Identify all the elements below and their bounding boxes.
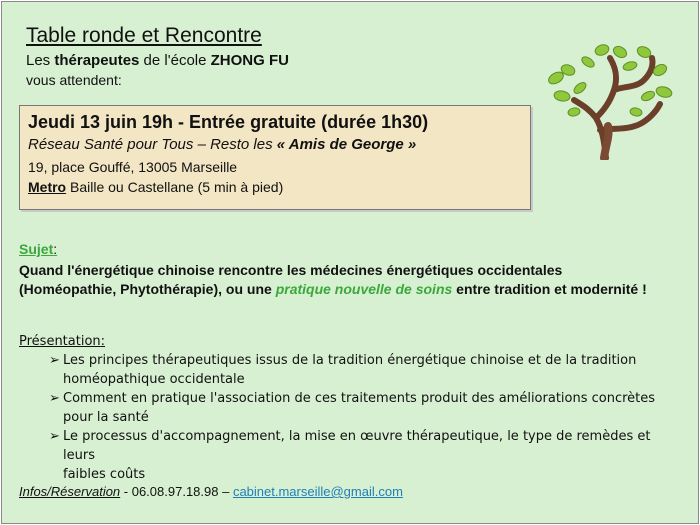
school-name: ZHONG FU bbox=[210, 52, 289, 69]
venue-text: Réseau Santé pour Tous – Resto les bbox=[28, 136, 277, 153]
flyer-slide bbox=[1, 1, 699, 524]
metro-stations: Baille ou Castellane (5 min à pied) bbox=[66, 179, 284, 195]
sujet-text-end: entre tradition et modernité ! bbox=[452, 281, 647, 297]
subtitle-await: vous attendent: bbox=[26, 72, 122, 88]
list-item-line: Le processus d'accompagnement, la mise en œuvre thérapeutique, le type de remèdes et leurs bbox=[63, 429, 651, 463]
sujet-colon: : bbox=[53, 241, 58, 257]
subtitle-text-mid: de l'école bbox=[139, 52, 211, 69]
presentation-label-text: Présentation bbox=[19, 334, 101, 349]
event-date: Jeudi 13 juin 19h - Entrée gratuite (durée 1h30) bbox=[28, 112, 429, 132]
list-item bbox=[49, 389, 669, 427]
venue-name: « Amis de George » bbox=[276, 136, 417, 153]
event-venue bbox=[28, 136, 416, 153]
list-item-line: Comment en pratique l'association de ces traitements produit des améliorations concrètes bbox=[63, 391, 656, 406]
email-link[interactable]: cabinet.marseille@gmail.com bbox=[232, 484, 403, 499]
event-address: 19, place Gouffé, 13005 Marseille bbox=[28, 159, 238, 175]
presentation-list bbox=[49, 351, 669, 484]
subtitle-therapists bbox=[26, 52, 289, 69]
sujet-label-text: Sujet bbox=[19, 241, 54, 257]
sujet-text-part: Quand l'énergétique chinoise rencontre les médecines énergétiques occidentales (Homéopathie, Phytothérapie), ou une bbox=[19, 262, 563, 297]
event-info-box bbox=[19, 105, 531, 210]
infos-label: Infos/Réservation bbox=[19, 484, 121, 499]
sujet-label bbox=[19, 241, 57, 257]
event-metro bbox=[28, 179, 283, 195]
subtitle-text: Les bbox=[26, 52, 55, 69]
list-item-line: faibles coûts bbox=[63, 467, 146, 482]
contact-info bbox=[19, 484, 403, 499]
metro-label: Metro bbox=[28, 179, 67, 195]
presentation-colon: : bbox=[100, 334, 106, 349]
sujet-highlight: pratique nouvelle de soins bbox=[275, 281, 453, 297]
list-item-line: Les principes thérapeutiques issus de la tradition énergétique chinoise et de la tradition bbox=[63, 353, 637, 368]
subtitle-bold-therapists: thérapeutes bbox=[54, 52, 140, 69]
list-item-line: homéopathique occidentale bbox=[63, 372, 245, 387]
phone-number: - 06.08.97.18.98 – bbox=[120, 484, 233, 499]
list-item bbox=[49, 427, 669, 484]
arrow-bullet-icon: ➢ bbox=[49, 391, 60, 406]
sujet-text bbox=[19, 261, 659, 299]
arrow-bullet-icon: ➢ bbox=[49, 353, 60, 368]
arrow-bullet-icon: ➢ bbox=[49, 429, 60, 444]
list-item bbox=[49, 351, 669, 389]
presentation-label bbox=[19, 334, 105, 349]
list-item-line: pour la santé bbox=[63, 410, 149, 425]
page-title: Table ronde et Rencontre bbox=[26, 24, 262, 47]
tree-illustration bbox=[544, 40, 674, 160]
